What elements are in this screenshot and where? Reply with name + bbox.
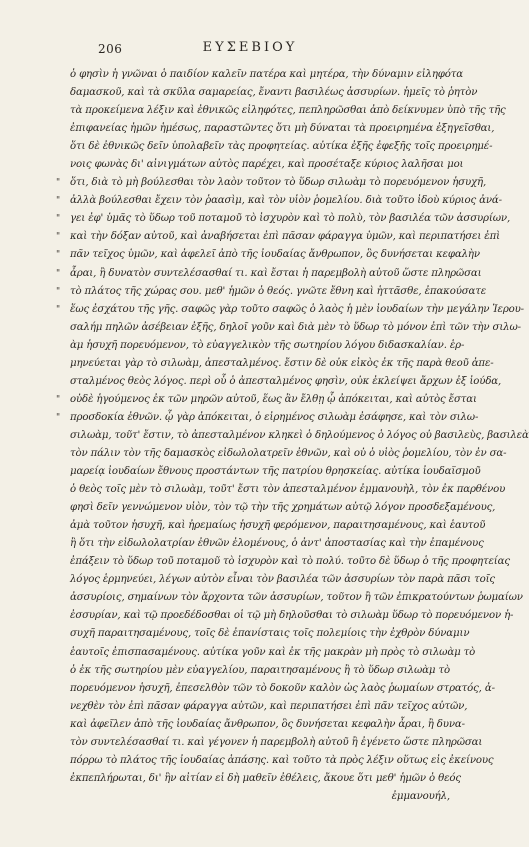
page-number: 206	[98, 42, 123, 56]
line-text: ὁ φησὶν ἡ γνῶναι ὁ παιδίον καλεῖν πατέρα καὶ μητέρα, τὴν δύναμιν εἰληφότα	[70, 69, 463, 80]
line-text: ἕως ἐσχάτου τῆς γῆς. σαφῶς γὰρ τοῦτο σαφῶς ὁ λαὸς ἡ μὲν ἰουδαίων τὴν μεγάλην Ἱερου-	[70, 303, 524, 315]
text-line	[70, 535, 484, 553]
running-head: ΕΥΣΕΒΙΟΥ	[202, 40, 298, 55]
quotation-mark: "	[56, 250, 60, 261]
text-line	[56, 228, 500, 246]
text-line	[70, 770, 461, 788]
quotation-mark: "	[56, 196, 60, 207]
text-line	[56, 409, 479, 427]
quotation-mark: "	[56, 232, 60, 243]
line-text: σταλμένος θεὸς λόγος. περὶ οὗ ὁ ἀπεσταλμένος φησὶν, οὐκ ἐκλείψει ἄρχων ἐξ ἰούδα,	[70, 375, 502, 387]
text-line	[70, 156, 464, 174]
text-line	[70, 517, 486, 535]
text-line	[70, 84, 478, 102]
line-text: γει ἐφ' ὑμᾶς τὸ ὕδωρ τοῦ ποταμοῦ τὸ ἰσχυρὸν καὶ τὸ πολὺ, τὸν βασιλέα τῶν ἀσσυρίων,	[70, 213, 511, 225]
text-line	[56, 391, 477, 409]
line-text: μαρείᾳ ἰουδαίων ἔθνους προστάντων τῆς πατρίου θρησκείας. αὐτίκα ἰουδαϊσμοῦ	[70, 466, 481, 478]
line-text: ἐπάξειν τὸ ὕδωρ τοῦ ποταμοῦ τὸ ἰσχυρὸν καὶ τὸ πολύ. τοῦτο δὲ ὕδωρ ὁ τῆς προφητείας	[70, 556, 510, 568]
text-line	[70, 138, 493, 156]
line-text: φησὶ δεῖν γεννώμενον υἱὸν, τὸν τῷ τὴν τῆς χρημάτων αὐτῷ λόγον προσδεξαμένους,	[70, 502, 496, 514]
line-text: καὶ ἀφεῖλεν ἀπὸ τῆς ἰουδαίας ἄνθρωπον, ὃς δυνήσεται κεφαλὴν ἆραι, ἢ δυνα-	[70, 718, 465, 730]
text-line	[70, 698, 468, 716]
text-line	[70, 66, 463, 84]
text-line	[56, 283, 487, 301]
line-text: συχῆ παραιτησαμένους, τοῖς δὲ ἐπανίσταις τοῖς πολεμίοις τὴν ἐχθρὸν δύναμιν	[70, 628, 470, 640]
line-text: ἐπιφανείας ἡμῶν ἡμέσως, παραστῶντες ὅτι μὴ δύναται τὰ προειρημένα ἐξηγεῖσθαι,	[70, 123, 495, 135]
text-line	[70, 625, 470, 643]
text-line	[70, 355, 494, 373]
text-line	[70, 481, 506, 499]
quotation-mark: "	[56, 394, 60, 405]
line-text: ὰμ ἡσυχῆ πορευόμενον, τὸ εὐαγγελικὸν τῆς σωτηρίου λόγου διδασκαλίαν. ἑρ-	[70, 339, 465, 351]
text-line	[70, 553, 510, 571]
line-text: νεχθὲν τὸν ἐπὶ πᾶσαν φάραγγα αὐτῶν, καὶ περιπατήσει ἐπὶ πᾶν τεῖχος αὐτῶν,	[70, 700, 468, 712]
line-text: ἀσσυρίοις, σημαίνων τὸν ἄρχοντα τῶν ἀσσυρίων, τοῦτον ἢ τῶν ἐπικρατούντων ῥωμαίων	[70, 592, 523, 604]
line-text: πόρρω τὸ πλάτος τῆς ἰουδαίας ἁπάσης. καὶ τοῦτο τὰ πρὸς λέξιν οὕτως εἰς ἐκείνους	[70, 754, 494, 766]
quotation-mark: "	[56, 412, 60, 423]
text-line	[70, 102, 506, 120]
line-text: δαμασκοῦ, καὶ τὰ σκῦλα σαμαρείας, ἔναντι βασιλέως ἀσσυρίων. ἡμεῖς τὸ ῥητὸν	[70, 87, 478, 99]
line-text: τὰ προκείμενα λέξιν καὶ ἐθνικῶς εἰληφότες, πεπληρῶσθαι ἀπὸ δείκνυμεν ὑπὸ τῆς τῆς	[70, 105, 506, 117]
line-text: σαλήμ πηλῶν ἀσέβειαν ἐξῆς, δηλοῖ γοῦν καὶ διὰ μὲν τὸ ὕδωρ τὸ μόνον ἐπὶ τῶν τὴν σιλω-	[70, 321, 521, 333]
line-text: προσδοκία ἐθνῶν. ᾧ γὰρ ἀπόκειται, ὁ εἰρημένος σιλωὰμ ἐσάφησε, καὶ τὸν σιλω-	[70, 411, 479, 423]
line-text: πᾶν τεῖχος ὑμῶν, καὶ ἀφελεῖ ἀπὸ τῆς ἰουδαίας ἄνθρωπον, ὃς δυνήσεται κεφαλὴν	[70, 249, 480, 261]
line-text: ἐμμανουήλ,	[391, 790, 450, 802]
line-text: ἆραι, ἢ δυνατὸν συντελέσασθαί τι. καὶ ἔσται ἡ παρεμβολὴ αὐτοῦ ὥστε πληρῶσαι	[70, 267, 482, 279]
text-line	[70, 607, 514, 625]
line-text: ἢ ὅτι τὴν εἰδωλολατρίαν ἐθνῶν ἐλομένους, ὁ ἀντ' ἀποστασίας καὶ τὴν ἐπαμένους	[70, 538, 484, 550]
text-line	[70, 752, 494, 770]
text-line	[70, 644, 476, 662]
text-line	[56, 246, 480, 264]
quotation-mark: "	[56, 214, 60, 225]
line-text: τὸν πάλιν τὸν τῆς δαμασκὸς εἰδωλολατρεῖν ἐθνῶν, καὶ οὐ ὁ υἱὸς ῥομελίου, τὸν ἐν σα-	[70, 447, 507, 459]
text-line	[70, 734, 483, 752]
line-text: λόγος ἑρμηνεύει, λέγων αὐτὸν εἶναι τὸν βασιλέα τῶν ἀσσυρίων τὸν παρὰ πᾶσι τοῖς	[70, 574, 495, 586]
text-line	[70, 571, 495, 589]
text-line	[70, 716, 465, 734]
text-line	[56, 265, 482, 283]
line-text: πορευόμενον ἡσυχῆ, ἐπεσελθὸν τῶν τὸ δοκοῦν καλὸν ὡς λαὸς ῥωμαίων στρατός, ἀ-	[70, 682, 495, 694]
text-line	[70, 337, 465, 355]
quotation-mark: "	[56, 178, 60, 189]
text-line	[56, 210, 511, 228]
text-line	[70, 589, 523, 607]
line-text: ἑαυτοῖς ἐπισπασαμένους. αὐτίκα γοῦν καὶ ἐκ τῆς μακρὰν μὴ πρὸς τὸ σιλωὰμ τὸ	[70, 646, 476, 658]
text-line	[56, 174, 487, 192]
text-line	[70, 373, 502, 391]
line-text: ὁ ἐκ τῆς σωτηρίου μὲν εὐαγγελίου, παραιτησαμένους ἢ τὸ ὕδωρ σιλωὰμ τὸ	[70, 664, 450, 676]
line-text: ἀμὰ τοῦτον ἡσυχῆ, καὶ ἠρεμαίως ἡσυχῆ φερόμενον, παραιτησαμένους, καὶ ἑαυτοῦ	[70, 520, 486, 532]
text-line	[56, 192, 502, 210]
line-text: ἐσσυρίαν, καὶ τῷ προεδέδοσθαι οἱ τῷ μὴ δηλοῦσθαι τὸ σιλωὰμ ὕδωρ τὸ πορευόμενον ἡ-	[70, 610, 514, 622]
text-line	[70, 120, 495, 138]
line-text: τὸ πλάτος τῆς χώρας σου. μεθ' ἡμῶν ὁ θεός. γνῶτε ἔθνη καὶ ἡττᾶσθε, ἐπακούσατε	[70, 285, 487, 297]
line-text: τὸν συντελέσασθαί τι. καὶ γέγονεν ἡ παρεμβολὴ αὐτοῦ ἢ ἐγένετο ὥστε πληρῶσαι	[70, 736, 483, 748]
text-line	[70, 788, 450, 806]
quotation-mark: "	[56, 268, 60, 279]
line-text: νοις φωνὰς δι' αἰνιγμάτων αὐτὸς παρέχει, καὶ προσέταξε κύριος λαλῆσαι μοι	[70, 159, 464, 171]
text-line	[70, 680, 495, 698]
text-line	[70, 427, 529, 445]
line-text: μηνεύεται γὰρ τὸ σιλωὰμ, ἀπεσταλμένος. ἔστιν δὲ οὐκ εἰκὸς ἐκ τῆς παρὰ θεοῦ ἀπε-	[70, 357, 494, 369]
text-line	[70, 445, 507, 463]
line-text: ἀλλὰ βούλεσθαι ἔχειν τὸν ῥαασὶμ, καὶ τὸν υἱὸν ῥομελίου. διὰ τοῦτο ἰδοὺ κύριος ἀνά-	[70, 195, 502, 207]
line-text: ὅτι, διὰ τὸ μὴ βούλεσθαι τὸν λαὸν τοῦτον τὸ ὕδωρ σιλωὰμ τὸ πορευόμενον ἡσυχῆ,	[70, 177, 487, 189]
line-text: σιλωὰμ, τοῦτ' ἔστιν, τὸ ἀπεσταλμένον κληκεὶ ὁ δηλούμενος ὁ λόγος οὐ βασιλεὺς, βασιλεὰ	[70, 429, 529, 441]
line-text: ὁ θεὸς τοῖς μὲν τὸ σιλωὰμ, τοῦτ' ἔστι τὸν ἀπεσταλμένον ἐμμανουὴλ, τὸν ἐκ παρθένου	[70, 484, 506, 496]
text-line	[70, 662, 450, 680]
main-text-block	[56, 66, 529, 806]
quotation-mark: "	[56, 286, 60, 297]
line-text: ἐκπεπλήρωται, δι' ἣν αἰτίαν εἰ δὴ μαθεῖν ἐθέλεις, ἄκουε ὅτι μεθ' ἡμῶν ὁ θεός	[70, 772, 461, 784]
quotation-mark: "	[56, 304, 60, 315]
text-line	[56, 301, 524, 319]
text-line	[70, 319, 521, 337]
line-text: καὶ τὴν δόξαν αὐτοῦ, καὶ ἀναβήσεται ἐπὶ πᾶσαν φάραγγα ὑμῶν, καὶ περιπατήσει ἐπὶ	[70, 231, 500, 243]
line-text: οὐδὲ ἡγούμενος ἐκ τῶν μηρῶν αὐτοῦ, ἕως ἂν ἔλθῃ ᾧ ἀπόκειται, καὶ αὐτὸς ἔσται	[70, 393, 477, 405]
text-line	[70, 499, 496, 517]
line-text: ὅτι δὲ ἐθνικῶς δεῖν ὑπολαβεῖν τὰς προφητείας. αὐτίκα ἐξῆς ἐφεξῆς τοῖς προειρημέ-	[70, 141, 493, 153]
text-line	[70, 463, 481, 481]
